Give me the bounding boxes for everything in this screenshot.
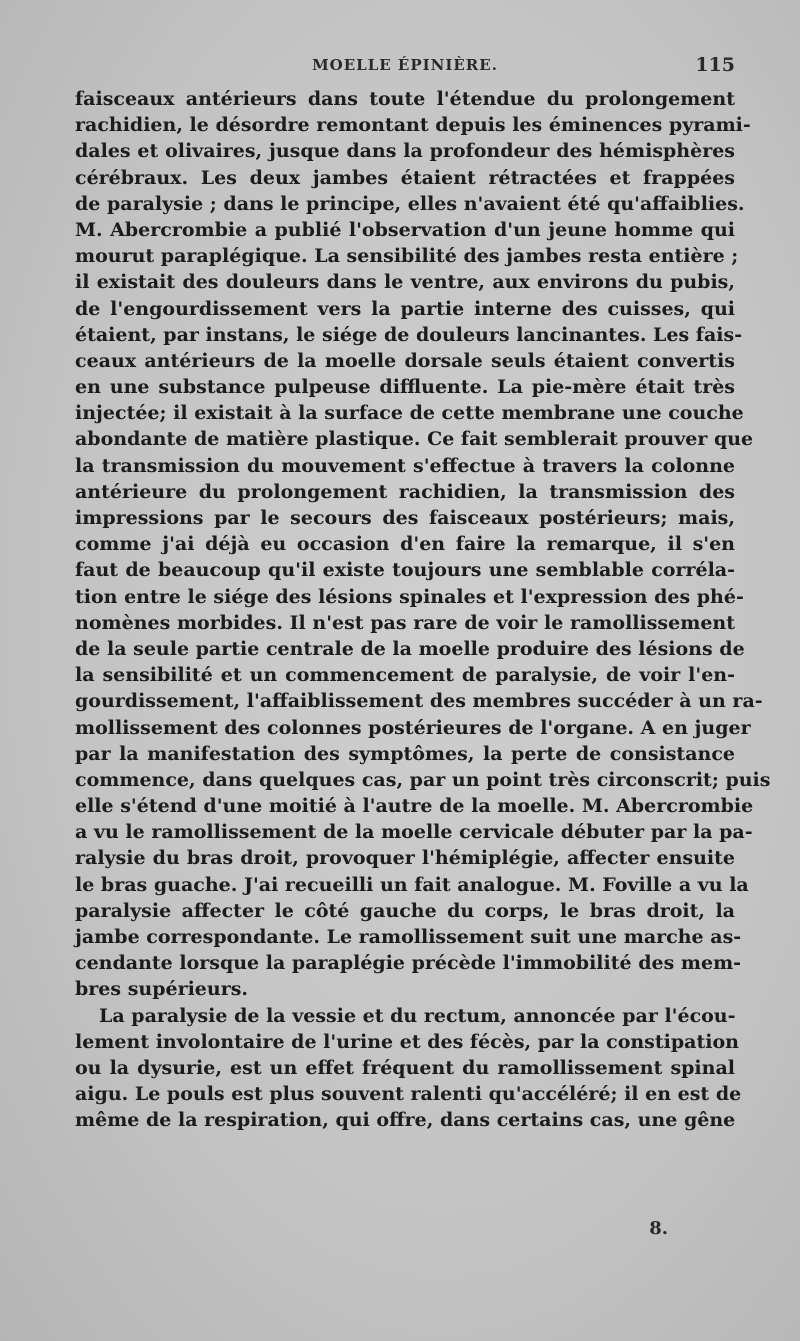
text-line: faut de beaucoup qu'il existe toujours une semblable corréla- <box>75 559 735 582</box>
text-line: comme j'ai déjà eu occasion d'en faire la remarque, il s'en <box>75 533 735 556</box>
text-line: étaient, par instans, le siége de douleurs lancinantes. Les fais- <box>75 323 743 346</box>
text-line: la sensibilité et un commencement de paralysie, de voir l'en- <box>75 664 735 687</box>
text-line: aigu. Le pouls est plus souvent ralenti qu'accéléré; il en est de <box>75 1083 742 1106</box>
text-line: ceaux antérieurs de la moelle dorsale seuls étaient convertis <box>75 349 735 372</box>
text-line: gourdissement, l'affaiblissement des membres succéder à un ra- <box>75 690 763 713</box>
text-line: bres supérieurs. <box>75 978 249 1001</box>
text-line: lement involontaire de l'urine et des fécès, par la constipation <box>75 1030 739 1053</box>
text-line: impressions par le secours des faisceaux postérieurs; mais, <box>75 507 735 529</box>
text-line: a vu le ramollissement de la moelle cervicale débuter par la pa- <box>75 821 753 844</box>
text-line: M. Abercrombie a publié l'observation d'un jeune homme qui <box>75 218 735 241</box>
text-line: cérébraux. Les deux jambes étaient rétractées et frappées <box>75 166 735 189</box>
text-line: rachidien, le désordre remontant depuis les éminences pyrami- <box>75 114 751 137</box>
text-line: tion entre le siége des lésions spinales et l'expression des phé- <box>75 585 744 608</box>
text-line: de la seule partie centrale de la moelle produire des lésions de <box>75 637 745 660</box>
text-line: dales et olivaires, jusque dans la profondeur des hémisphères <box>75 140 735 163</box>
text-line: antérieure du prolongement rachidien, la transmission des <box>75 480 735 503</box>
text-line: en une substance pulpeuse diffluente. La pie-mère était très <box>75 376 735 399</box>
text-line: ralysie du bras droit, provoquer l'hémiplégie, affecter ensuite <box>75 847 735 870</box>
running-title: MOELLE ÉPINIÈRE. <box>312 56 498 74</box>
text-line: la transmission du mouvement s'effectue à travers la colonne <box>75 454 735 477</box>
signature-mark: 8. <box>649 1218 668 1239</box>
text-line: ou la dysurie, est un effet fréquent du ramollissement spinal <box>75 1056 735 1079</box>
text-line: La paralysie de la vessie et du rectum, annoncée par l'écou- <box>99 1004 736 1027</box>
text-line: paralysie affecter le côté gauche du corps, le bras droit, la <box>75 899 735 922</box>
text-line: il existait des douleurs dans le ventre, aux environs du pubis, <box>75 271 735 294</box>
text-line: jambe correspondante. Le ramollissement suit une marche as- <box>75 926 742 948</box>
text-line: abondante de matière plastique. Ce fait semblerait prouver que <box>75 428 754 451</box>
body-text <box>75 86 771 1134</box>
text-line: le bras guache. J'ai recueilli un fait analogue. M. Foville a vu la <box>75 873 749 896</box>
text-line: nomènes morbides. Il n'est pas rare de voir le ramollissement <box>75 611 735 634</box>
text-line: mourut paraplégique. La sensibilité des jambes resta entière ; <box>75 245 739 268</box>
text-line: cendante lorsque la paraplégie précède l'immobilité des mem- <box>75 952 742 975</box>
text-line: de paralysie ; dans le principe, elles n'avaient été qu'affaiblies. <box>75 192 745 215</box>
text-line: même de la respiration, qui offre, dans certains cas, une gêne <box>75 1109 736 1132</box>
text-line: par la manifestation des symptômes, la perte de consistance <box>75 742 735 765</box>
page-header <box>75 56 735 82</box>
text-line: elle s'étend d'une moitié à l'autre de la moelle. M. Abercrombie <box>75 795 754 818</box>
text-line: faisceaux antérieurs dans toute l'étendue du prolongement <box>75 88 735 110</box>
text-line: de l'engourdissement vers la partie interne des cuisses, qui <box>75 297 735 320</box>
text-line: injectée; il existait à la surface de cette membrane une couche <box>75 402 744 425</box>
text-line: commence, dans quelques cas, par un point très circonscrit; puis <box>75 768 771 791</box>
page-number: 115 <box>695 54 735 76</box>
text-line: mollissement des colonnes postérieures de l'organe. A en juger <box>75 716 751 739</box>
